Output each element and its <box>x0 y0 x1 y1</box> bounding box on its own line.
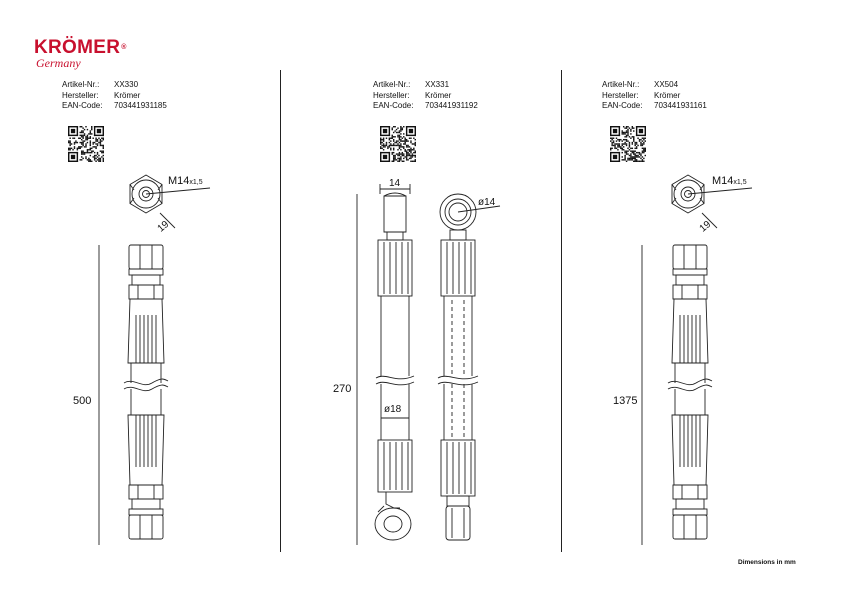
wrench-size-label: 19 <box>155 218 172 235</box>
length-label: 500 <box>73 395 92 407</box>
length-label: 270 <box>333 383 352 395</box>
ean-code: 703441931192 <box>425 101 478 110</box>
length-label: 1375 <box>613 395 638 407</box>
article-number: XX330 <box>114 80 139 89</box>
manufacturer: Krömer <box>654 90 681 100</box>
ean-label: EAN-Code: <box>62 101 103 110</box>
thread-label: M14x1,5 <box>168 175 203 187</box>
hose-side-view <box>668 245 712 539</box>
ean-label: EAN-Code: <box>602 101 643 110</box>
banjo-hose-front-view <box>438 194 478 540</box>
manufacturer-label: Hersteller: <box>602 90 639 100</box>
banjo-hose-side-view <box>375 193 414 540</box>
ean-code: 703441931185 <box>114 101 167 110</box>
thread-label: M14x1,5 <box>712 175 747 187</box>
article-label: Artikel-Nr.: <box>602 80 640 89</box>
manufacturer-label: Hersteller: <box>62 90 99 100</box>
ean-code: 703441931161 <box>654 101 707 110</box>
brand-name: KRÖMER® <box>34 37 127 58</box>
thread-leader-line <box>146 188 210 194</box>
dimensions-note: Dimensions in mm <box>738 559 796 566</box>
hose-side-view <box>124 245 168 539</box>
article-number: XX331 <box>425 80 450 89</box>
registered-mark: ® <box>121 44 127 51</box>
article-number: XX504 <box>654 80 679 89</box>
eye-diameter-label: ø14 <box>478 197 496 208</box>
manufacturer-label: Hersteller: <box>373 90 410 100</box>
manufacturer: Krömer <box>425 90 452 100</box>
article-label: Artikel-Nr.: <box>62 80 100 89</box>
thread-leader-line <box>688 188 752 194</box>
wrench-size-label: 19 <box>697 218 714 235</box>
hose-diameter-label: ø18 <box>384 404 402 415</box>
article-label: Artikel-Nr.: <box>373 80 411 89</box>
manufacturer: Krömer <box>114 90 141 100</box>
brand-subtitle: Germany <box>36 56 81 70</box>
ean-label: EAN-Code: <box>373 101 414 110</box>
top-width-label: 14 <box>389 178 401 189</box>
